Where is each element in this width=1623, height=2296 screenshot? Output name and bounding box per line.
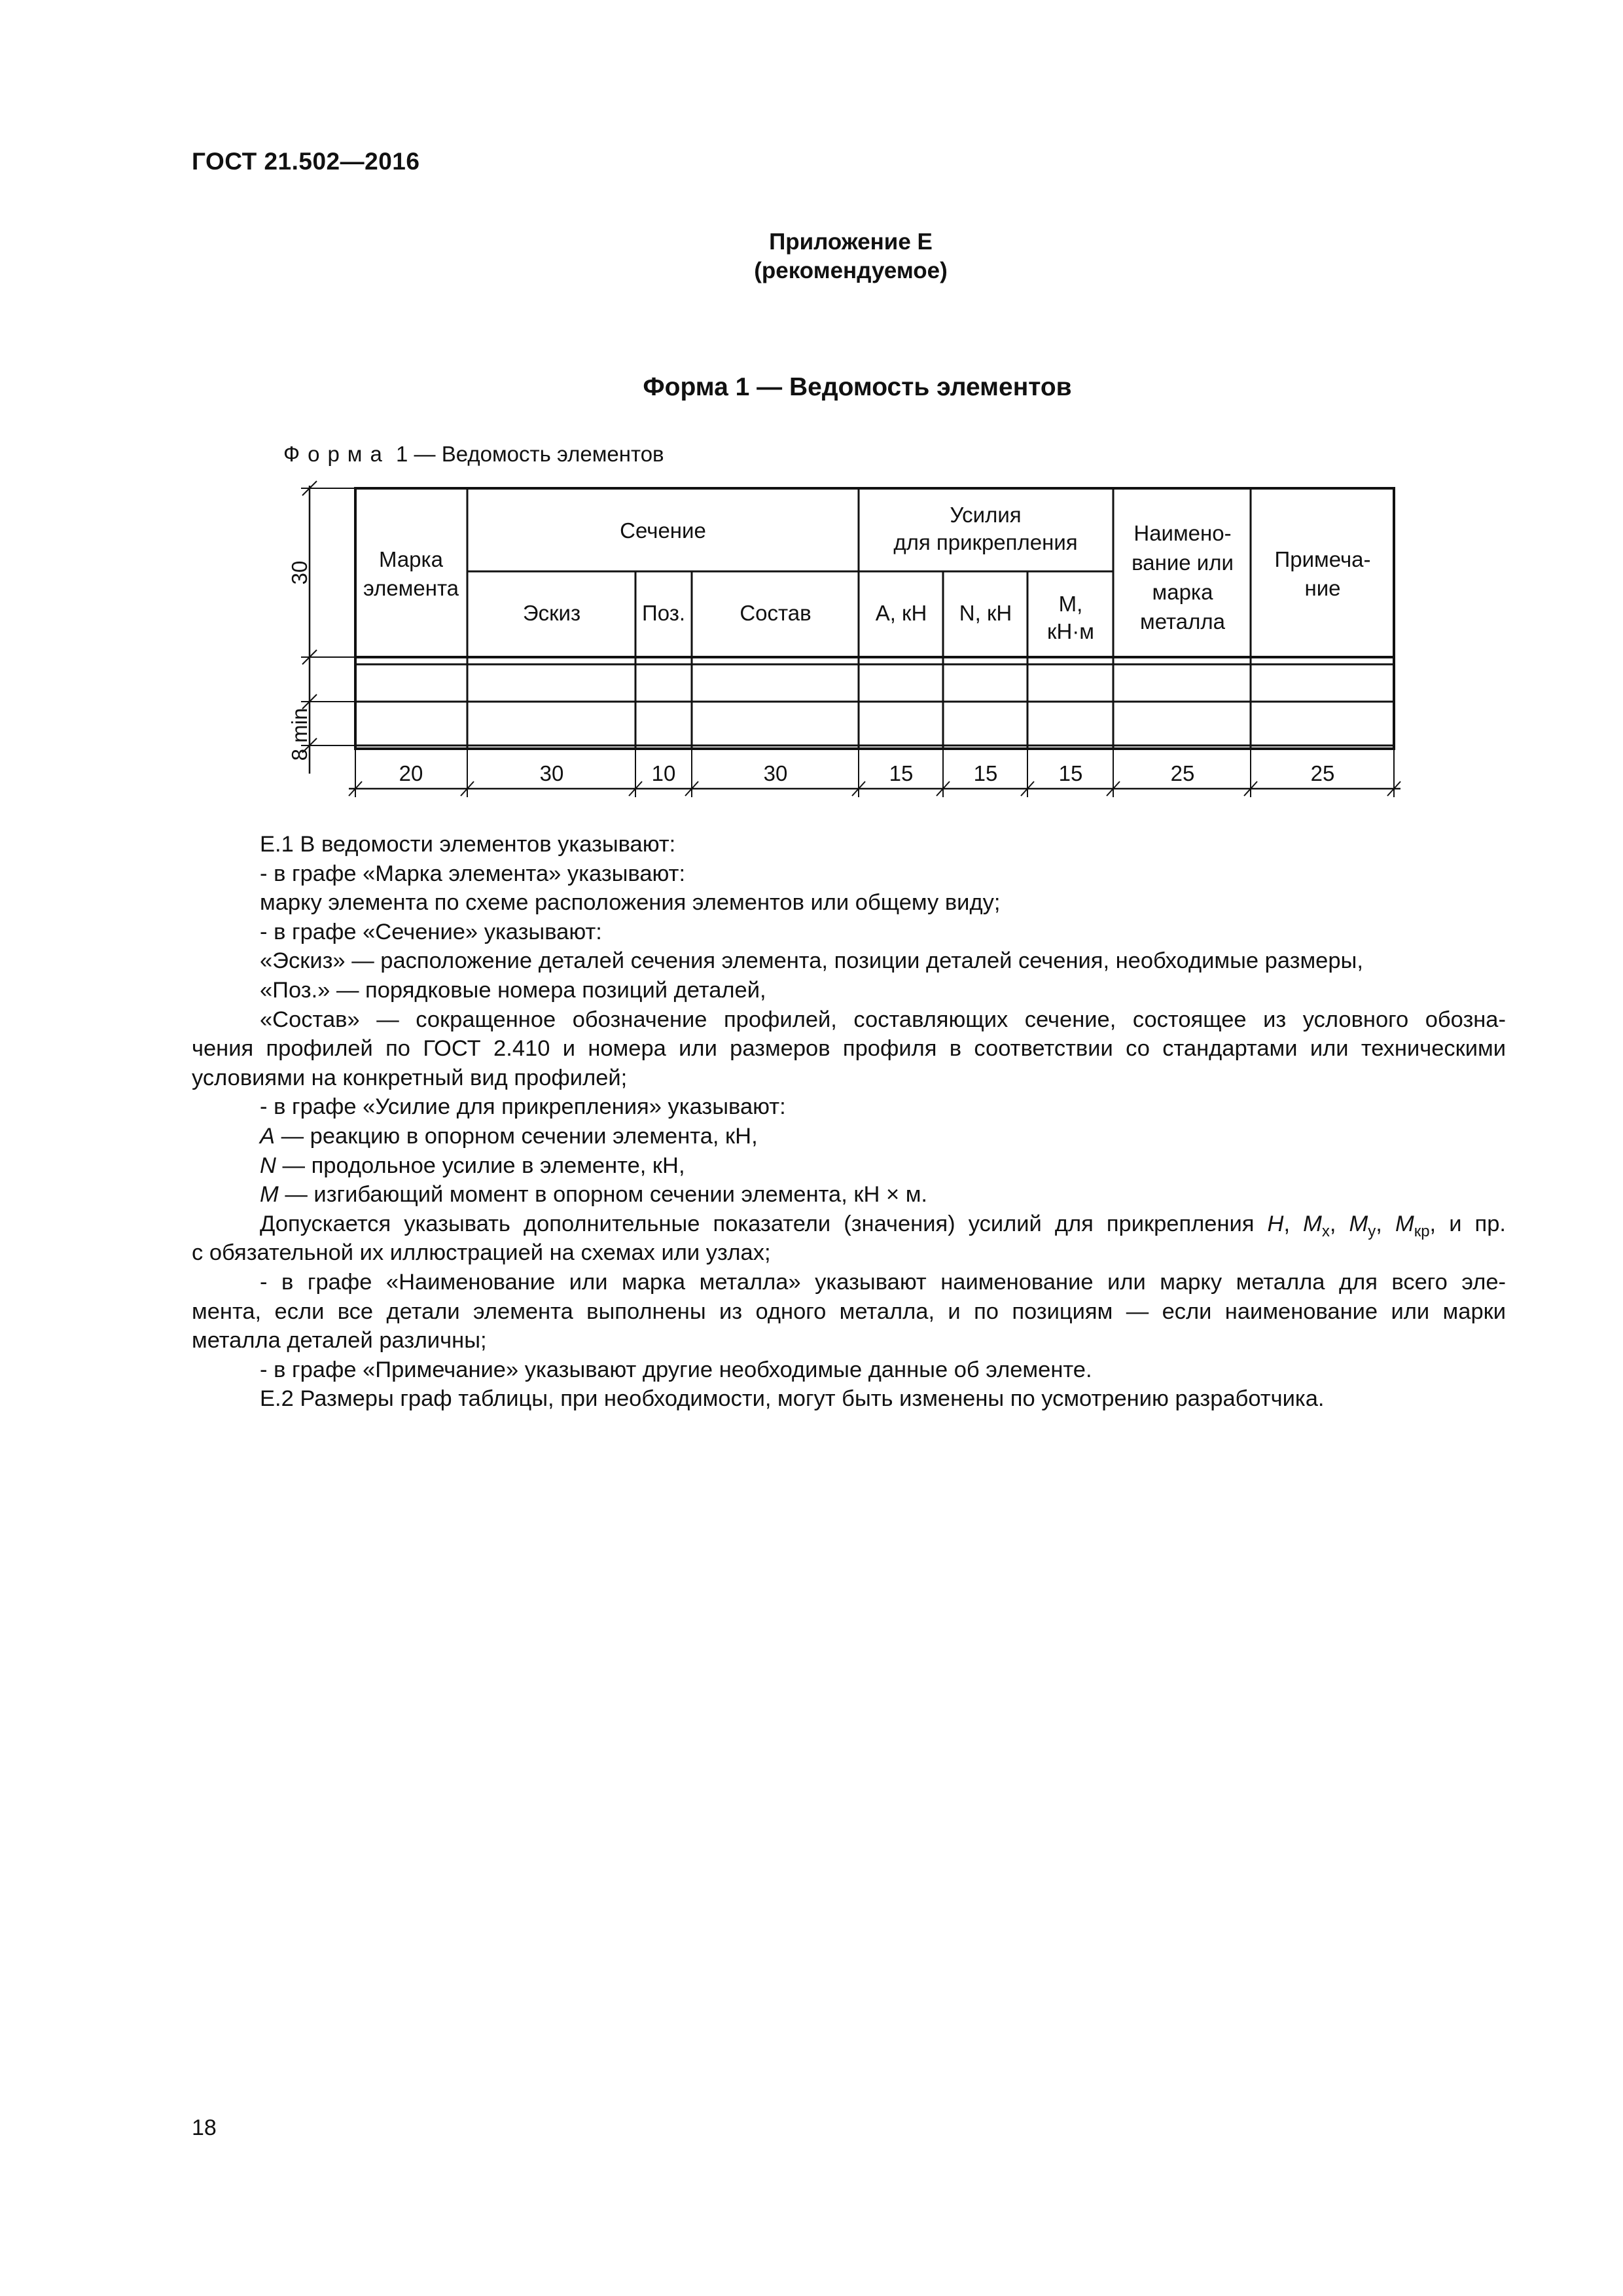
- header-naim-line3: марка: [1152, 580, 1213, 604]
- para-n-desc: N — продольное усилие в элементе, кН,: [260, 1153, 685, 1178]
- header-marka-line1: Марка: [378, 547, 444, 571]
- header-n: N, кН: [959, 601, 1012, 625]
- header-a: А, кН: [875, 601, 927, 625]
- para-m-desc: М — изгибающий момент в опорном сечении элемента, кН × м.: [260, 1182, 928, 1208]
- var-n: N: [260, 1153, 276, 1178]
- form-heading: Форма 1 — Ведомость элементов: [643, 373, 1072, 401]
- appendix-subtitle: (рекомендуемое): [754, 258, 948, 283]
- header-naim-line1: Наимено-: [1133, 521, 1232, 545]
- header-prim-line2: ние: [1304, 576, 1341, 600]
- header-prim-line1: Примеча-: [1274, 547, 1371, 571]
- header-sostav: Состав: [740, 601, 812, 625]
- appendix-title: Приложение Е: [769, 229, 933, 255]
- dim-col-4: 30: [763, 761, 788, 785]
- para-marka-intro: - в графе «Марка элемента» указывают:: [260, 861, 686, 886]
- para-usilie-intro: - в графе «Усилие для прикрепления» указывают:: [260, 1094, 786, 1120]
- form-caption-rest: 1 — Ведомость элементов: [396, 442, 664, 466]
- header-usilia-line2: для прикрепления: [893, 530, 1078, 554]
- form-caption-word: Форма: [283, 442, 390, 466]
- header-m-line1: М,: [1058, 592, 1083, 616]
- para-sostav-line3: условиями на конкретный вид профилей;: [192, 1065, 628, 1090]
- dim-col-1: 20: [399, 761, 423, 785]
- form-table-drawing: [0, 0, 1623, 825]
- dim-col-7: 15: [1058, 761, 1083, 785]
- para-dop-line1: Допускается указывать дополнительные показатели (значения) усилий для прикрепления H, $M_x$, $M_y$, $M_{кр}$, и пр.: [260, 1211, 1506, 1240]
- var-a: А: [260, 1123, 276, 1149]
- dim-col-3: 10: [651, 761, 676, 785]
- para-e1: Е.1 В ведомости элементов указывают:: [260, 832, 676, 857]
- header-naim-line2: вание или: [1132, 550, 1234, 575]
- para-dop-line2: с обязательной их иллюстрацией на схемах или узлах;: [192, 1240, 771, 1266]
- page-number: 18: [192, 2115, 217, 2140]
- para-naim-line2: мента, если все детали элемента выполнены из одного металла, и по позициям — если наименование или марки: [192, 1299, 1506, 1324]
- para-naim-line1: - в графе «Наименование или марка металла» указывают наименование или марку металла для всего эле-: [260, 1269, 1506, 1295]
- para-eskiz-desc: «Эскиз» — расположение деталей сечения элемента, позиции деталей сечения, необходимые размеры,: [260, 948, 1363, 974]
- body-text: [192, 830, 1506, 1414]
- header-eskiz: Эскиз: [522, 601, 581, 625]
- table-frame: [355, 488, 1394, 749]
- header-sechenie: Сечение: [620, 518, 706, 543]
- para-sostav-line2: чения профилей по ГОСТ 2.410 и номера или размеров профиля в соответствии со стандартами или техническими: [192, 1036, 1506, 1062]
- dim-header-height: 30: [287, 560, 312, 585]
- header-naim-line4: металла: [1140, 609, 1225, 634]
- header-poz: Поз.: [642, 601, 685, 625]
- dim-col-8: 25: [1170, 761, 1195, 785]
- para-sechenie-intro: - в графе «Сечение» указывают:: [260, 919, 602, 944]
- para-prim: - в графе «Примечание» указывают другие необходимые данные об элементе.: [260, 1357, 1092, 1382]
- dim-col-5: 15: [889, 761, 914, 785]
- para-a-desc: А — реакцию в опорном сечении элемента, кН,: [260, 1123, 758, 1149]
- dim-row-height: 8 min: [287, 708, 312, 761]
- header-marka-line2: элемента: [363, 576, 459, 600]
- header-m-line2: кН·м: [1047, 619, 1094, 643]
- para-poz-desc: «Поз.» — порядковые номера позиций деталей,: [260, 977, 766, 1003]
- dim-col-9: 25: [1310, 761, 1335, 785]
- para-sostav-line1: «Состав» — сокращенное обозначение профилей, составляющих сечение, состоящее из условного обозна-: [260, 1007, 1506, 1032]
- dim-col-6: 15: [973, 761, 998, 785]
- document-code: ГОСТ 21.502—2016: [192, 148, 420, 175]
- para-naim-line3: металла деталей различны;: [192, 1328, 487, 1354]
- para-e2: Е.2 Размеры граф таблицы, при необходимости, могут быть изменены по усмотрению разработчика.: [260, 1386, 1325, 1412]
- para-marka-desc: марку элемента по схеме расположения элементов или общему виду;: [260, 890, 1001, 916]
- header-usilia-line1: Усилия: [950, 503, 1022, 527]
- var-m: М: [260, 1182, 279, 1208]
- dim-col-2: 30: [539, 761, 564, 785]
